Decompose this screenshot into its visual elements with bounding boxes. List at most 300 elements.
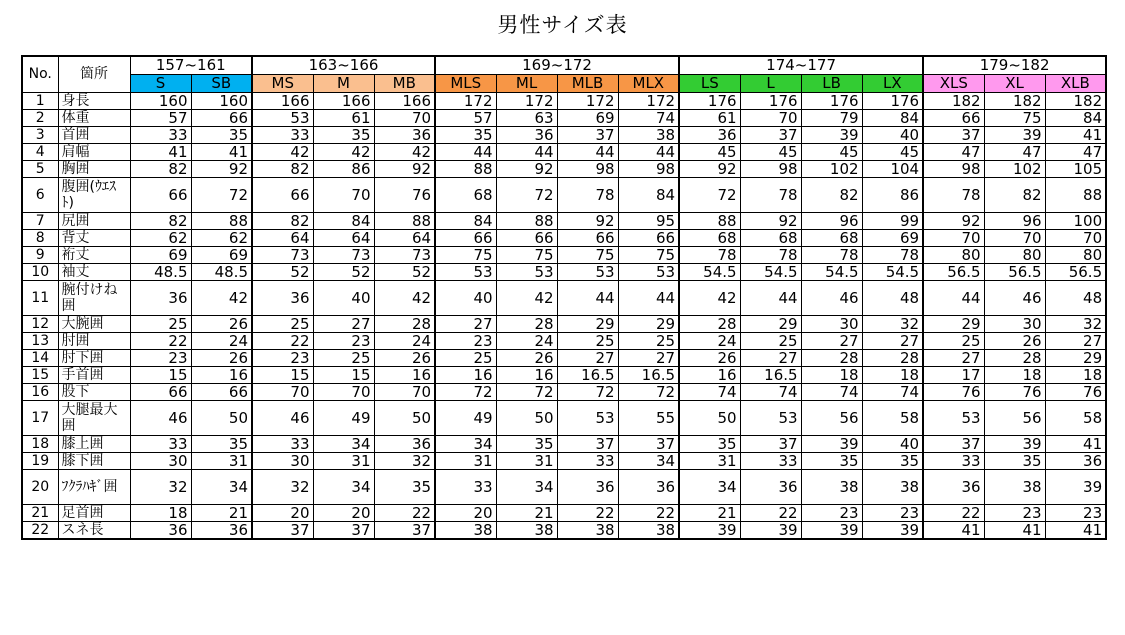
row-number: 12 [22, 316, 58, 333]
measurement-value: 92 [496, 161, 557, 178]
row-number: 17 [22, 401, 58, 436]
measurement-value: 48.5 [130, 264, 191, 281]
measurement-value: 46 [984, 281, 1045, 316]
measurement-value: 42 [252, 144, 313, 161]
size-header: LX [862, 75, 923, 93]
measurement-value: 72 [679, 178, 740, 213]
row-number: 7 [22, 213, 58, 230]
measurement-value: 58 [1045, 401, 1106, 436]
measurement-value: 37 [740, 127, 801, 144]
measurement-value: 44 [923, 281, 984, 316]
measurement-value: 70 [374, 384, 435, 401]
measurement-value: 21 [496, 505, 557, 522]
measurement-value: 84 [1045, 110, 1106, 127]
measurement-value: 18 [130, 505, 191, 522]
measurement-name: 肘下囲 [58, 350, 130, 367]
row-number: 3 [22, 127, 58, 144]
measurement-value: 25 [923, 333, 984, 350]
measurement-name: 尻囲 [58, 213, 130, 230]
measurement-value: 70 [374, 110, 435, 127]
measurement-value: 33 [252, 127, 313, 144]
measurement-value: 31 [313, 453, 374, 470]
measurement-value: 34 [313, 470, 374, 505]
measurement-value: 35 [313, 127, 374, 144]
measurement-value: 35 [191, 436, 252, 453]
measurement-value: 30 [801, 316, 862, 333]
measurement-value: 36 [740, 470, 801, 505]
measurement-value: 35 [984, 453, 1045, 470]
measurement-value: 82 [130, 161, 191, 178]
measurement-value: 16.5 [618, 367, 679, 384]
measurement-value: 72 [496, 384, 557, 401]
row-number: 16 [22, 384, 58, 401]
measurement-value: 15 [130, 367, 191, 384]
measurement-value: 52 [313, 264, 374, 281]
measurement-value: 74 [801, 384, 862, 401]
measurement-value: 28 [679, 316, 740, 333]
measurement-value: 20 [252, 505, 313, 522]
row-number: 5 [22, 161, 58, 178]
measurement-value: 42 [374, 144, 435, 161]
page-title: 男性サイズ表 [497, 13, 628, 37]
measurement-value: 82 [252, 213, 313, 230]
table-row [22, 213, 1106, 230]
measurement-value: 76 [1045, 384, 1106, 401]
row-number: 8 [22, 230, 58, 247]
measurement-value: 22 [740, 505, 801, 522]
measurement-value: 92 [374, 161, 435, 178]
measurement-value: 33 [557, 453, 618, 470]
measurement-value: 41 [1045, 436, 1106, 453]
measurement-value: 53 [740, 401, 801, 436]
measurement-name: 肘囲 [58, 333, 130, 350]
measurement-value: 88 [435, 161, 496, 178]
measurement-value: 22 [130, 333, 191, 350]
measurement-value: 82 [801, 178, 862, 213]
measurement-value: 15 [252, 367, 313, 384]
measurement-value: 25 [618, 333, 679, 350]
measurement-value: 64 [313, 230, 374, 247]
measurement-value: 48 [862, 281, 923, 316]
measurement-value: 39 [740, 522, 801, 540]
measurement-value: 96 [801, 213, 862, 230]
measurement-value: 34 [618, 453, 679, 470]
measurement-value: 37 [252, 522, 313, 540]
measurement-value: 78 [740, 178, 801, 213]
measurement-value: 70 [313, 384, 374, 401]
measurement-value: 37 [374, 522, 435, 540]
measurement-value: 27 [618, 350, 679, 367]
measurement-value: 55 [618, 401, 679, 436]
measurement-value: 86 [313, 161, 374, 178]
measurement-value: 25 [740, 333, 801, 350]
measurement-value: 29 [557, 316, 618, 333]
table-row [22, 470, 1106, 505]
measurement-value: 70 [313, 178, 374, 213]
measurement-value: 104 [862, 161, 923, 178]
measurement-value: 23 [435, 333, 496, 350]
measurement-value: 176 [862, 93, 923, 110]
size-header: ML [496, 75, 557, 93]
measurement-value: 34 [191, 470, 252, 505]
measurement-value: 18 [1045, 367, 1106, 384]
measurement-name: ﾌｸﾗﾊｷﾞ囲 [58, 470, 130, 505]
row-number: 15 [22, 367, 58, 384]
measurement-value: 176 [679, 93, 740, 110]
measurement-value: 54.5 [740, 264, 801, 281]
measurement-value: 75 [557, 247, 618, 264]
measurement-name: 股下 [58, 384, 130, 401]
measurement-value: 24 [679, 333, 740, 350]
measurement-value: 44 [557, 144, 618, 161]
measurement-value: 66 [130, 178, 191, 213]
table-row [22, 401, 1106, 436]
measurement-value: 21 [191, 505, 252, 522]
measurement-value: 36 [496, 127, 557, 144]
measurement-value: 66 [130, 384, 191, 401]
measurement-value: 41 [984, 522, 1045, 540]
row-number: 4 [22, 144, 58, 161]
measurement-value: 16 [435, 367, 496, 384]
measurement-value: 38 [801, 470, 862, 505]
table-row [22, 384, 1106, 401]
measurement-value: 46 [801, 281, 862, 316]
measurement-value: 92 [923, 213, 984, 230]
measurement-value: 80 [1045, 247, 1106, 264]
measurement-value: 31 [191, 453, 252, 470]
measurement-value: 28 [862, 350, 923, 367]
measurement-value: 35 [191, 127, 252, 144]
measurement-value: 39 [862, 522, 923, 540]
measurement-value: 35 [862, 453, 923, 470]
measurement-value: 45 [740, 144, 801, 161]
measurement-value: 102 [984, 161, 1045, 178]
measurement-value: 25 [435, 350, 496, 367]
measurement-value: 28 [984, 350, 1045, 367]
measurement-value: 39 [801, 127, 862, 144]
measurement-value: 23 [862, 505, 923, 522]
measurement-value: 16.5 [557, 367, 618, 384]
measurement-value: 36 [130, 281, 191, 316]
measurement-value: 36 [1045, 453, 1106, 470]
measurement-value: 36 [374, 436, 435, 453]
measurement-value: 37 [923, 436, 984, 453]
measurement-value: 98 [740, 161, 801, 178]
measurement-value: 18 [862, 367, 923, 384]
measurement-value: 79 [801, 110, 862, 127]
measurement-value: 176 [801, 93, 862, 110]
measurement-value: 66 [618, 230, 679, 247]
measurement-value: 40 [435, 281, 496, 316]
measurement-value: 70 [923, 230, 984, 247]
measurement-value: 23 [1045, 505, 1106, 522]
measurement-value: 176 [740, 93, 801, 110]
measurement-value: 25 [557, 333, 618, 350]
measurement-value: 49 [313, 401, 374, 436]
measurement-value: 44 [435, 144, 496, 161]
size-header: MB [374, 75, 435, 93]
no-header: No. [22, 56, 58, 93]
measurement-value: 50 [679, 401, 740, 436]
row-number: 10 [22, 264, 58, 281]
measurement-value: 98 [557, 161, 618, 178]
size-header: MLX [618, 75, 679, 93]
measurement-value: 53 [923, 401, 984, 436]
measurement-value: 62 [191, 230, 252, 247]
measurement-value: 25 [130, 316, 191, 333]
measurement-value: 72 [496, 178, 557, 213]
row-number: 14 [22, 350, 58, 367]
measurement-value: 31 [435, 453, 496, 470]
measurement-value: 76 [984, 384, 1045, 401]
measurement-value: 39 [801, 522, 862, 540]
size-header: L [740, 75, 801, 93]
measurement-value: 54.5 [679, 264, 740, 281]
measurement-value: 72 [191, 178, 252, 213]
measurement-value: 74 [862, 384, 923, 401]
measurement-value: 92 [557, 213, 618, 230]
measurement-value: 72 [557, 384, 618, 401]
measurement-value: 57 [130, 110, 191, 127]
measurement-value: 99 [862, 213, 923, 230]
size-header: MLB [557, 75, 618, 93]
measurement-value: 39 [1045, 470, 1106, 505]
measurement-value: 80 [984, 247, 1045, 264]
measurement-value: 36 [679, 127, 740, 144]
measurement-value: 31 [496, 453, 557, 470]
measurement-value: 53 [252, 110, 313, 127]
measurement-value: 62 [130, 230, 191, 247]
measurement-value: 70 [984, 230, 1045, 247]
measurement-value: 182 [923, 93, 984, 110]
measurement-value: 78 [557, 178, 618, 213]
measurement-value: 98 [618, 161, 679, 178]
measurement-value: 40 [313, 281, 374, 316]
measurement-value: 80 [923, 247, 984, 264]
row-number: 13 [22, 333, 58, 350]
measurement-value: 41 [1045, 127, 1106, 144]
measurement-value: 61 [313, 110, 374, 127]
group-header-row [22, 56, 1106, 75]
row-number: 19 [22, 453, 58, 470]
measurement-value: 42 [679, 281, 740, 316]
measurement-value: 23 [984, 505, 1045, 522]
measurement-value: 37 [740, 436, 801, 453]
measurement-value: 53 [557, 401, 618, 436]
measurement-value: 17 [923, 367, 984, 384]
measurement-value: 37 [557, 436, 618, 453]
table-row [22, 127, 1106, 144]
measurement-value: 16 [191, 367, 252, 384]
measurement-value: 27 [1045, 333, 1106, 350]
row-number: 6 [22, 178, 58, 213]
measurement-value: 48.5 [191, 264, 252, 281]
measurement-value: 29 [923, 316, 984, 333]
measurement-value: 160 [191, 93, 252, 110]
row-number: 11 [22, 281, 58, 316]
measurement-value: 29 [1045, 350, 1106, 367]
measurement-value: 27 [801, 333, 862, 350]
measurement-value: 73 [374, 247, 435, 264]
measurement-value: 100 [1045, 213, 1106, 230]
measurement-value: 44 [618, 144, 679, 161]
measurement-value: 23 [313, 333, 374, 350]
measurement-value: 35 [374, 470, 435, 505]
measurement-value: 36 [618, 470, 679, 505]
measurement-value: 33 [130, 436, 191, 453]
measurement-value: 182 [984, 93, 1045, 110]
measurement-value: 88 [191, 213, 252, 230]
measurement-value: 26 [679, 350, 740, 367]
measurement-value: 41 [130, 144, 191, 161]
measurement-value: 63 [496, 110, 557, 127]
measurement-value: 166 [374, 93, 435, 110]
measurement-value: 72 [435, 384, 496, 401]
measurement-value: 41 [923, 522, 984, 540]
measurement-value: 25 [313, 350, 374, 367]
measurement-value: 41 [191, 144, 252, 161]
measurement-value: 27 [435, 316, 496, 333]
measurement-value: 105 [1045, 161, 1106, 178]
measurement-value: 56.5 [984, 264, 1045, 281]
row-number: 2 [22, 110, 58, 127]
measurement-value: 46 [130, 401, 191, 436]
measurement-value: 34 [496, 470, 557, 505]
measurement-value: 38 [984, 470, 1045, 505]
measurement-value: 22 [557, 505, 618, 522]
measurement-value: 56 [984, 401, 1045, 436]
measurement-value: 23 [130, 350, 191, 367]
measurement-value: 166 [252, 93, 313, 110]
measurement-name: 裄丈 [58, 247, 130, 264]
table-row [22, 230, 1106, 247]
measurement-value: 26 [496, 350, 557, 367]
measurement-value: 15 [313, 367, 374, 384]
measurement-value: 66 [496, 230, 557, 247]
measurement-value: 56.5 [923, 264, 984, 281]
measurement-value: 74 [740, 384, 801, 401]
measurement-value: 98 [923, 161, 984, 178]
measurement-value: 32 [252, 470, 313, 505]
size-header: MLS [435, 75, 496, 93]
measurement-value: 96 [984, 213, 1045, 230]
table-row [22, 333, 1106, 350]
measurement-value: 70 [1045, 230, 1106, 247]
measurement-value: 64 [374, 230, 435, 247]
table-row [22, 350, 1106, 367]
row-number: 20 [22, 470, 58, 505]
measurement-value: 66 [923, 110, 984, 127]
height-group-header: 163~166 [252, 56, 435, 75]
measurement-value: 34 [679, 470, 740, 505]
measurement-value: 66 [252, 178, 313, 213]
measurement-value: 66 [191, 110, 252, 127]
measurement-value: 44 [618, 281, 679, 316]
measurement-value: 30 [130, 453, 191, 470]
table-row [22, 247, 1106, 264]
measurement-value: 73 [313, 247, 374, 264]
measurement-value: 46 [252, 401, 313, 436]
measurement-value: 74 [618, 110, 679, 127]
measurement-value: 44 [740, 281, 801, 316]
measurement-value: 68 [740, 230, 801, 247]
measurement-value: 75 [618, 247, 679, 264]
measurement-value: 35 [679, 436, 740, 453]
measurement-value: 16.5 [740, 367, 801, 384]
measurement-value: 27 [740, 350, 801, 367]
measurement-value: 33 [252, 436, 313, 453]
measurement-value: 66 [435, 230, 496, 247]
measurement-name: 大腕囲 [58, 316, 130, 333]
measurement-value: 76 [374, 178, 435, 213]
row-number: 1 [22, 93, 58, 110]
measurement-value: 27 [557, 350, 618, 367]
measurement-value: 70 [252, 384, 313, 401]
measurement-value: 30 [984, 316, 1045, 333]
measurement-value: 68 [679, 230, 740, 247]
size-header: S [130, 75, 191, 93]
height-group-header: 169~172 [435, 56, 679, 75]
table-row [22, 436, 1106, 453]
measurement-value: 64 [252, 230, 313, 247]
measurement-value: 69 [191, 247, 252, 264]
measurement-value: 36 [374, 127, 435, 144]
measurement-value: 53 [557, 264, 618, 281]
measurement-value: 82 [130, 213, 191, 230]
measurement-value: 32 [1045, 316, 1106, 333]
measurement-value: 35 [496, 436, 557, 453]
measurement-value: 42 [191, 281, 252, 316]
measurement-value: 34 [313, 436, 374, 453]
row-number: 9 [22, 247, 58, 264]
measurement-value: 44 [557, 281, 618, 316]
measurement-value: 182 [1045, 93, 1106, 110]
measurement-value: 22 [618, 505, 679, 522]
measurement-value: 38 [618, 522, 679, 540]
measurement-value: 24 [191, 333, 252, 350]
measurement-value: 28 [801, 350, 862, 367]
measurement-value: 84 [435, 213, 496, 230]
measurement-value: 66 [191, 384, 252, 401]
measurement-value: 40 [862, 127, 923, 144]
size-header-row [22, 75, 1106, 93]
measurement-value: 18 [801, 367, 862, 384]
measurement-value: 36 [557, 470, 618, 505]
measurement-name: 身長 [58, 93, 130, 110]
measurement-name: 膝上囲 [58, 436, 130, 453]
table-row [22, 93, 1106, 110]
measurement-value: 32 [862, 316, 923, 333]
measurement-value: 82 [252, 161, 313, 178]
table-row [22, 505, 1106, 522]
measurement-value: 47 [923, 144, 984, 161]
measurement-value: 92 [740, 213, 801, 230]
measurement-value: 31 [679, 453, 740, 470]
measurement-value: 24 [374, 333, 435, 350]
measurement-value: 86 [862, 178, 923, 213]
measurement-value: 50 [191, 401, 252, 436]
measurement-value: 36 [252, 281, 313, 316]
table-row [22, 178, 1106, 213]
size-header: SB [191, 75, 252, 93]
measurement-value: 27 [313, 316, 374, 333]
measurement-value: 21 [679, 505, 740, 522]
table-row [22, 367, 1106, 384]
measurement-value: 53 [435, 264, 496, 281]
measurement-value: 22 [374, 505, 435, 522]
measurement-value: 41 [1045, 522, 1106, 540]
measurement-value: 29 [740, 316, 801, 333]
